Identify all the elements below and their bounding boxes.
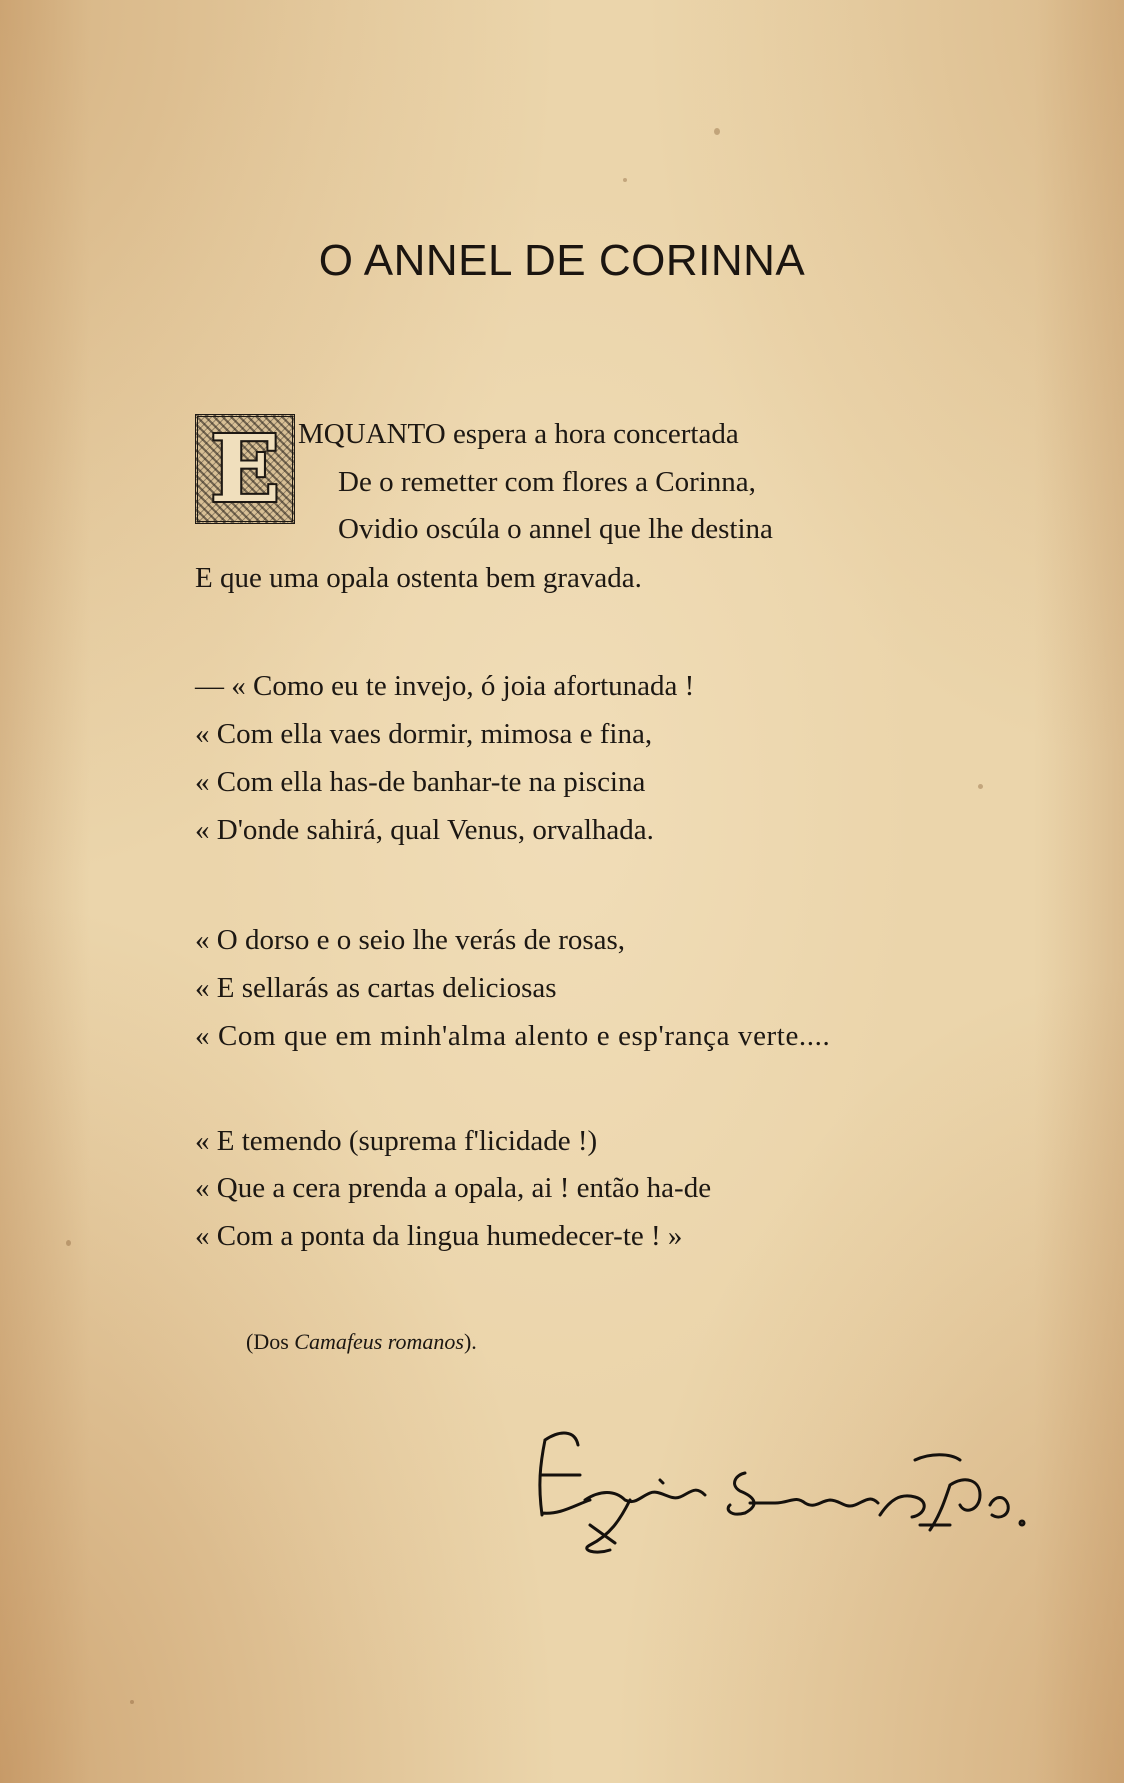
verse-line: E que uma opala ostenta bem gravada. [195, 562, 642, 594]
verse-line: « Que a cera prenda a opala, ai ! então ha-de [195, 1172, 712, 1204]
verse-line: « O dorso e o seio lhe verás de rosas, [195, 924, 626, 956]
paper-speck [66, 1240, 71, 1246]
page-title: O ANNEL DE CORINNA [318, 236, 806, 285]
verse-line: « E temendo (suprema f'licidade !) [195, 1125, 598, 1157]
verse-line: Ovidio oscúla o annel que lhe destina [338, 513, 773, 545]
verse-line: « Com ella vaes dormir, mimosa e fina, [195, 718, 653, 750]
source-close: ). [463, 1329, 477, 1354]
source-work-title: Camafeus romanos [294, 1329, 464, 1354]
verse-line: « Com ella has-de banhar-te na piscina [195, 766, 646, 798]
paper-speck [978, 784, 983, 789]
verse-line: « E sellarás as cartas deliciosas [195, 972, 557, 1004]
verse-line: — « Como eu te invejo, ó joia afortunada ! [195, 670, 695, 702]
paper-speck [714, 128, 720, 135]
verse-line: MQUANTO espera a hora concertada [298, 418, 739, 450]
verse-line: De o remetter com flores a Corinna, [338, 466, 756, 498]
source-note [246, 1329, 477, 1355]
source-open: (Dos [246, 1329, 295, 1354]
dropcap-letter: E [209, 415, 281, 523]
verse-line: « Com a ponta da lingua humedecer-te ! » [195, 1220, 683, 1252]
verse-line: « Com que em minh'alma alento e esp'rança verte.... [195, 1020, 831, 1052]
paper-speck [130, 1700, 134, 1704]
verse-line: « D'onde sahirá, qual Venus, orvalhada. [195, 814, 654, 846]
paper-speck [623, 178, 627, 182]
handwritten-signature [520, 1405, 1030, 1555]
ornamental-dropcap [195, 414, 295, 524]
